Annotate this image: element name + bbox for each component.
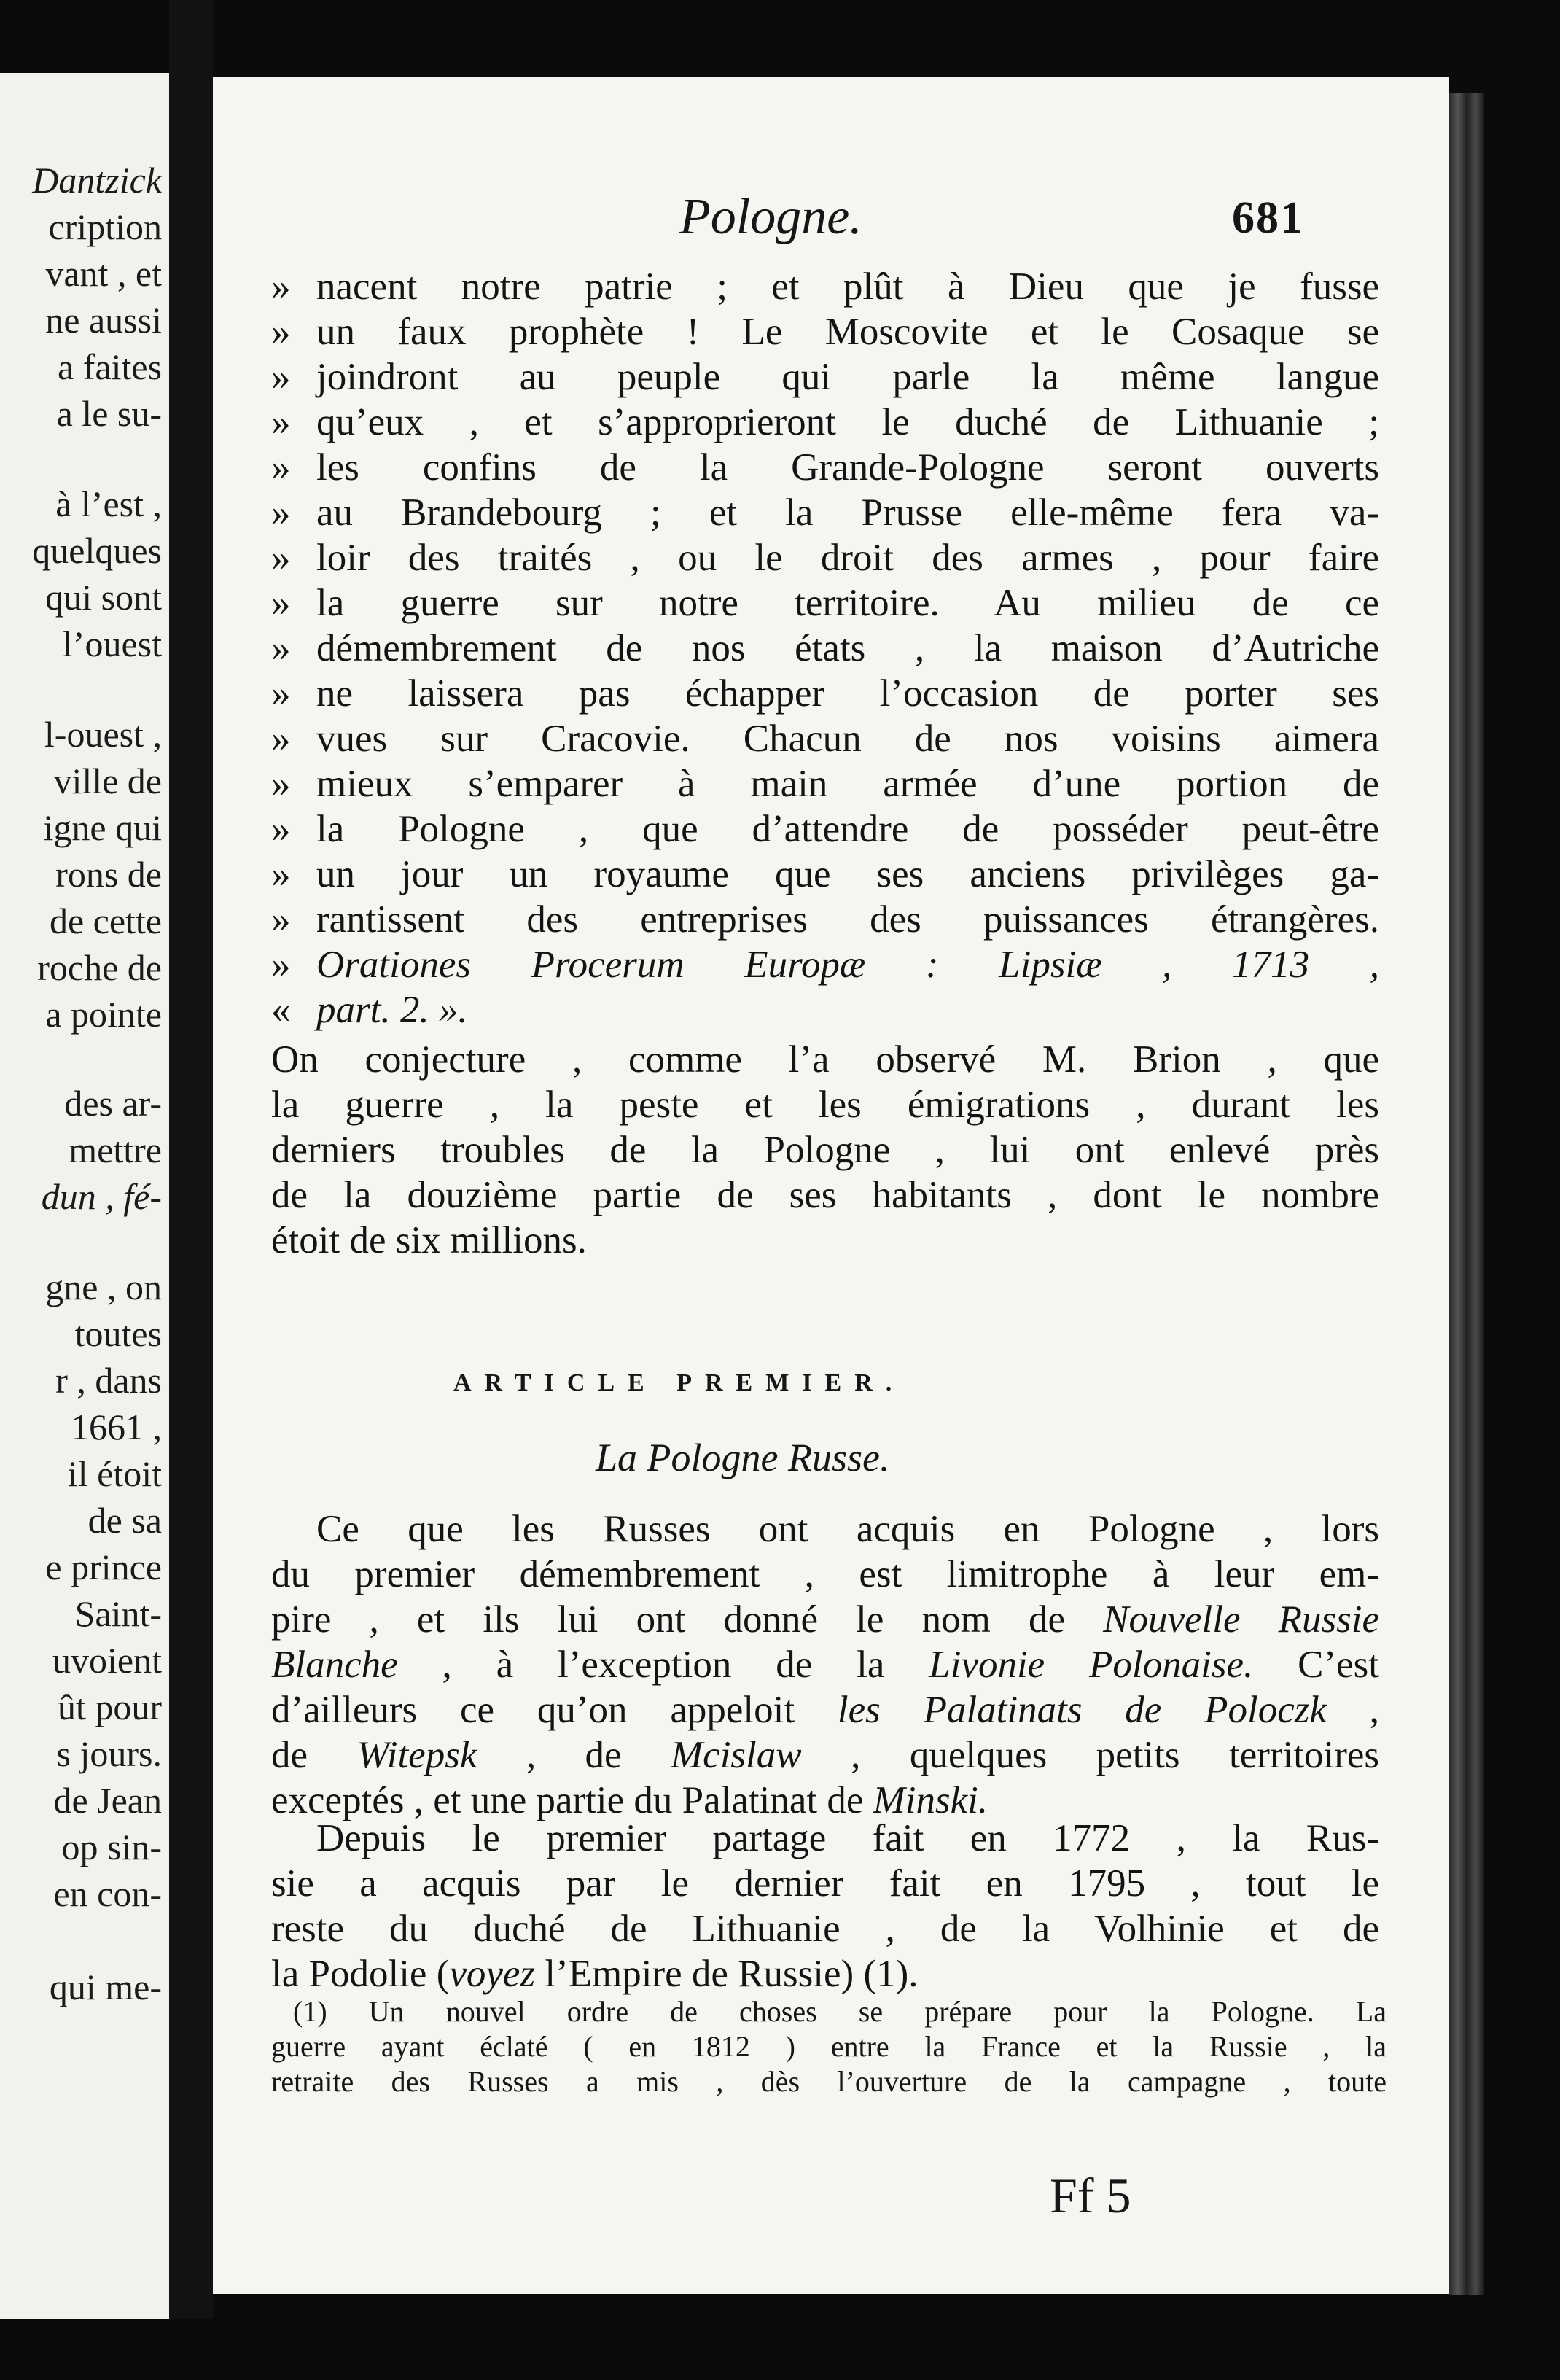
quote-mark: » (271, 627, 291, 669)
facing-page-line: a faites (58, 346, 162, 387)
quote-line (271, 852, 1379, 897)
facing-page-line: cription (48, 206, 162, 247)
facing-page-fragment (0, 73, 169, 2319)
text-run: du premier démembrement , est limitrophe à leur em- (271, 1553, 1379, 1595)
quote-text: les confins de la Grande-Pologne seront ouverts (316, 446, 1379, 489)
footnote-line: guerre ayant éclaté ( en 1812 ) entre la France et la Russie , la (271, 2030, 1387, 2063)
quote-text: loir des traités , ou le droit des armes , pour faire (316, 537, 1379, 579)
quote-mark: » (271, 491, 291, 534)
facing-page-line: ville de (53, 761, 162, 801)
facing-page-line: en con- (53, 1873, 162, 1914)
italic-term: Mcislaw (671, 1734, 802, 1776)
quote-text: mieux s’emparer à main armée d’une portion de (316, 763, 1379, 805)
italic-term: les Palatinats de Poloczk (837, 1689, 1327, 1731)
facing-page-line: gne , on (45, 1267, 162, 1307)
quote-line (271, 626, 1379, 671)
quote-line (271, 354, 1379, 400)
text-run: d’ailleurs ce qu’on appeloit (271, 1689, 838, 1731)
text-line: étoit de six millions. (271, 1219, 587, 1261)
text-line (271, 1552, 1379, 1597)
quote-line (271, 309, 1379, 354)
quote-line (271, 942, 1379, 987)
text-run: Depuis le premier partage fait en 1772 , la Rus- (316, 1817, 1379, 1859)
quote-text: démembrement de nos états , la maison d’Autriche (316, 627, 1379, 669)
facing-page-line: ût pour (57, 1687, 162, 1727)
page-number: 681 (1232, 193, 1304, 243)
book-page (213, 77, 1449, 2294)
facing-page-line: qui sont (45, 577, 162, 618)
facing-page-line: toutes (74, 1313, 162, 1354)
book-gutter (169, 0, 213, 2380)
quote-text: un jour un royaume que ses anciens privilèges ga- (316, 853, 1379, 895)
italic-term: voyez (449, 1953, 536, 1995)
quote-mark: » (271, 763, 291, 805)
facing-page-line: r , dans (55, 1360, 162, 1401)
facing-page-line: ne aussi (45, 300, 162, 341)
text-line (271, 1906, 1379, 1951)
quote-line (271, 400, 1379, 445)
text-line: derniers troubles de la Pologne , lui ont enlevé près (271, 1129, 1379, 1171)
facing-page-line: dun , fé- (41, 1176, 162, 1217)
text-line: de la douzième partie de ses habitants , dont le nombre (271, 1174, 1379, 1216)
facing-page-line: roche de (37, 947, 162, 988)
quote-text: qu’eux , et s’approprieront le duché de Lithuanie ; (316, 401, 1379, 443)
text-run: , quelques petits territoires (801, 1734, 1379, 1776)
text-run: de (271, 1734, 357, 1776)
quote-text: ne laissera pas échapper l’occasion de porter ses (316, 672, 1379, 715)
quote-line (271, 716, 1379, 761)
text-line (271, 1861, 1379, 1906)
quote-text: joindront au peuple qui parle la même langue (316, 356, 1379, 398)
quote-mark: » (271, 537, 291, 579)
quote-line (271, 671, 1379, 716)
quote-mark: » (271, 672, 291, 715)
text-line (316, 1816, 1379, 1861)
quote-line (271, 580, 1379, 626)
text-run: , de (477, 1734, 671, 1776)
text-run: exceptés , et une partie du Palatinat de (271, 1779, 873, 1821)
text-run: , à l’exception de la (397, 1644, 929, 1686)
signature-mark: Ff 5 (1050, 2168, 1131, 2223)
italic-term: Livonie Polonaise. (929, 1644, 1254, 1686)
quote-mark: » (271, 582, 291, 624)
section-heading: ARTICLE PREMIER. (453, 1369, 905, 1396)
text-run: la Podolie ( (271, 1953, 450, 1995)
facing-page-line: a pointe (45, 994, 162, 1035)
quote-line (271, 806, 1379, 852)
quote-line (271, 490, 1379, 535)
quote-text: vues sur Cracovie. Chacun de nos voisins aimera (316, 718, 1379, 760)
quote-line (271, 445, 1379, 490)
quote-mark: » (271, 265, 291, 308)
facing-page-line: op sin- (61, 1827, 162, 1867)
text-line (271, 1642, 1379, 1687)
page-edge (1449, 93, 1484, 2295)
facing-page-line: e prince (45, 1547, 162, 1587)
italic-term: Blanche (271, 1644, 398, 1686)
italic-term: Nouvelle Russie (1103, 1598, 1379, 1641)
quote-mark: » (271, 356, 291, 398)
facing-page-line: igne qui (43, 807, 162, 848)
quote-line (271, 761, 1379, 806)
facing-page-line: rons de (55, 854, 162, 895)
text-line (271, 1687, 1379, 1732)
quote-mark: » (271, 401, 291, 443)
text-line (271, 1951, 1379, 1996)
quote-line (271, 535, 1379, 580)
quote-text: rantissent des entreprises des puissances étrangères. (316, 898, 1379, 941)
footnote-line: retraite des Russes a mis , dès l’ouverture de la campagne , toute (271, 2065, 1387, 2098)
quote-text: la guerre sur notre territoire. Au milieu de ce (316, 582, 1379, 624)
facing-page-line: l’ouest (62, 623, 162, 664)
section-title: La Pologne Russe. (596, 1436, 890, 1479)
facing-page-line: de Jean (53, 1780, 162, 1821)
facing-page-line: il étoit (67, 1453, 162, 1494)
quote-text: un faux prophète ! Le Moscovite et le Cosaque se (316, 311, 1379, 353)
quote-mark: » (271, 898, 291, 941)
facing-page-line: qui me- (49, 1967, 162, 2007)
running-head: Pologne. (679, 189, 862, 245)
text-line: On conjecture , comme l’a observé M. Brion , que (271, 1038, 1379, 1081)
facing-page-line: quelques (32, 530, 162, 571)
facing-page-line: de sa (87, 1500, 162, 1541)
quote-text: au Brandebourg ; et la Prusse elle-même fera va- (316, 491, 1379, 534)
text-run: sie a acquis par le dernier fait en 1795 , tout le (271, 1862, 1379, 1905)
text-run: pire , et ils lui ont donné le nom de (271, 1598, 1104, 1641)
facing-page-line: Dantzick (32, 160, 162, 201)
facing-page-line: vant , et (45, 253, 162, 294)
facing-page-line: s jours. (56, 1733, 162, 1774)
text-line: la guerre , la peste et les émigrations , durant les (271, 1084, 1379, 1126)
facing-page-line: 1661 , (71, 1407, 162, 1447)
quote-text: nacent notre patrie ; et plût à Dieu que je fusse (316, 265, 1379, 308)
quote-line (271, 264, 1379, 309)
quote-mark: » (271, 311, 291, 353)
text-run: l’Empire de Russie) (1). (535, 1953, 919, 1995)
quote-mark: » (271, 853, 291, 895)
italic-term: Minski. (873, 1779, 988, 1821)
facing-page-line: a le su- (56, 393, 162, 434)
text-run: reste du duché de Lithuanie , de la Volhinie et de (271, 1908, 1379, 1950)
text-line (316, 1506, 1379, 1552)
facing-page-line: Saint- (74, 1593, 162, 1634)
text-run: , (1326, 1689, 1379, 1731)
text-line (271, 1732, 1379, 1778)
facing-page-line: l-ouest , (44, 714, 162, 755)
quote-text: part. 2. ». (316, 989, 468, 1031)
italic-term: Witepsk (356, 1734, 477, 1776)
quote-line (271, 987, 1379, 1032)
scan-border (0, 2319, 1560, 2380)
quote-text: Orationes Procerum Europæ : Lipsiæ , 1713 , (316, 944, 1379, 986)
facing-page-line: de cette (49, 901, 162, 941)
quote-text: la Pologne , que d’attendre de posséder peut-être (316, 808, 1379, 850)
quote-line (271, 897, 1379, 942)
text-run: C’est (1253, 1644, 1379, 1686)
facing-page-line: à l’est , (55, 483, 162, 524)
facing-page-line: des ar- (64, 1083, 162, 1124)
quote-mark: » (271, 808, 291, 850)
footnote-line: (1) Un nouvel ordre de choses se prépare pour la Pologne. La (293, 1995, 1387, 2028)
quote-mark: » (271, 718, 291, 760)
quote-mark: » (271, 446, 291, 489)
facing-page-line: mettre (69, 1129, 162, 1170)
text-line (271, 1597, 1379, 1642)
quote-mark: « (271, 989, 291, 1031)
quote-mark: » (271, 944, 291, 986)
text-run: Ce que les Russes ont acquis en Pologne , lors (316, 1508, 1379, 1550)
facing-page-line: uvoient (52, 1640, 162, 1681)
